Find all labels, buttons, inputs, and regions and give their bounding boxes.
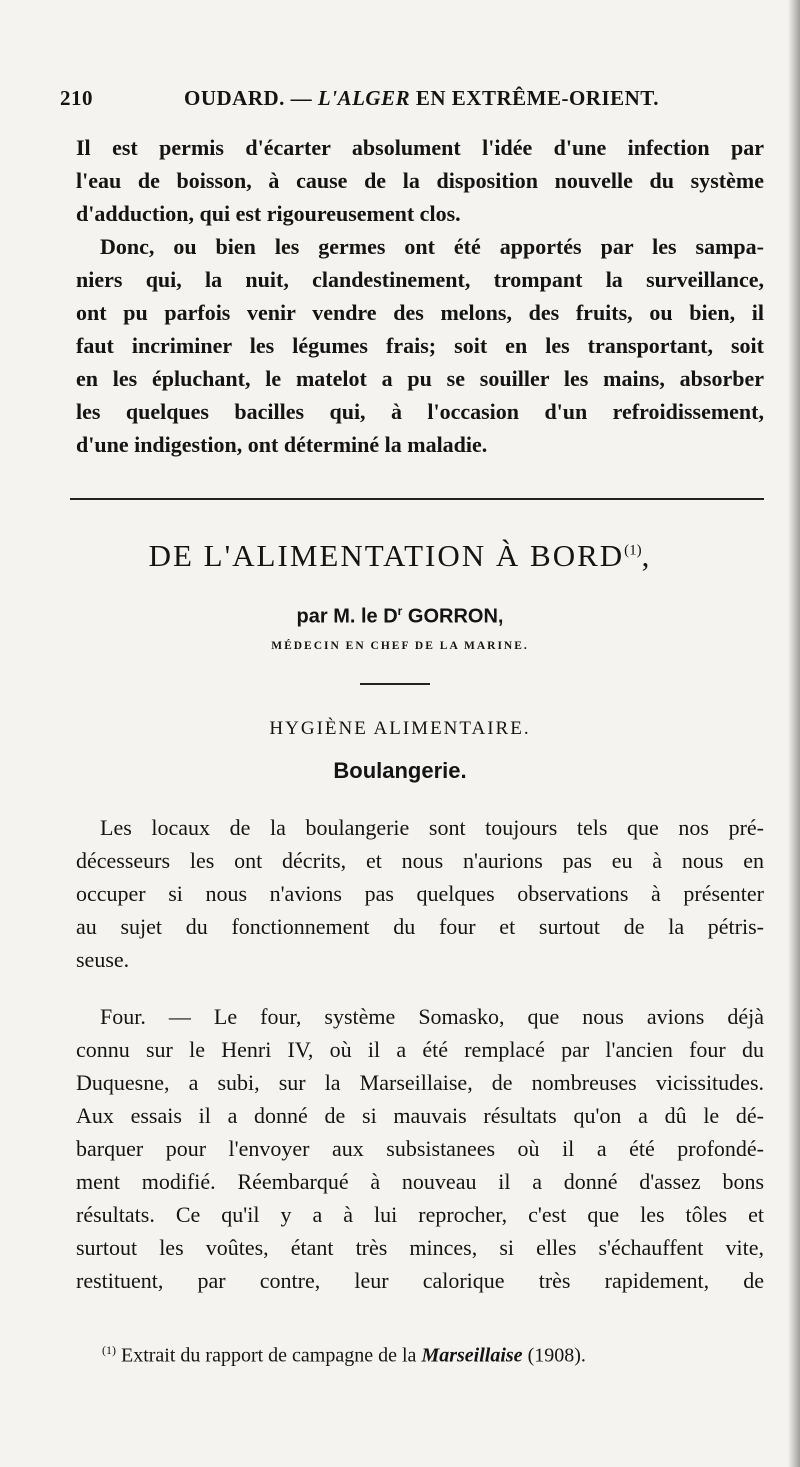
paragraph-infection [76,131,764,230]
text-line: ment modifié. Réembarqué à nouveau il a donné d'assez bons [76,1169,764,1194]
text-line: barquer pour l'envoyer aux subsistanees où il a été profondé- [76,1136,764,1161]
text-line: résultats. Ce qu'il y a à lui reprocher, c'est que les tôles et [76,1202,764,1227]
footnote-mark: (1) [102,1343,116,1357]
subheading-hygiene: HYGIÈNE ALIMENTAIRE. [269,718,531,739]
text-line: seuse. [76,947,130,972]
text-line: Four. — Le four, système Somasko, que nous avions déjà [100,1004,764,1029]
text-line: surtout les voûtes, étant très minces, si elles s'échauffent vite, [76,1235,764,1260]
text-line: Duquesne, a subi, sur la Marseillaise, de nombreuses vicissitudes. [76,1070,764,1095]
page-number: 210 [60,86,93,110]
subheading-bakery: Boulangerie. [333,758,467,783]
text-line: d'une indigestion, ont déterminé la maladie. [76,432,488,457]
footnote-ship-name: Marseillaise [421,1344,523,1367]
byline-sup: r [397,604,403,618]
text-line: Aux essais il a donné de si mauvais résultats qu'on a dû le dé- [76,1103,764,1128]
text-line: niers qui, la nuit, clandestinement, trompant la surveillance, [76,267,764,292]
footnote-reference[interactable]: (1) [624,542,642,559]
page-binding-shadow [788,0,800,1467]
text-line: l'eau de boisson, à cause de la disposition nouvelle du système [76,168,764,193]
running-title-rest: EN EXTRÊME-ORIENT. [410,86,659,110]
paragraph-germs [76,230,764,461]
text-line: occuper si nous n'avions pas quelques observations à présenter [76,881,764,906]
article-title [0,538,800,574]
text-line: décesseurs les ont décrits, et nous n'aurions pas eu à nous en [76,848,764,873]
running-title [184,86,659,111]
running-title-ship: L'ALGER [317,86,411,110]
byline [0,604,800,629]
text-line: faut incriminer les légumes frais; soit en les transportant, soit [76,333,764,358]
text-line: Donc, ou bien les germes ont été apportés par les sampa- [100,234,764,259]
footnote [102,1343,762,1368]
footnote-year: (1908). [522,1344,586,1367]
text-line: les quelques bacilles qui, à l'occasion d'un refroidissement, [76,399,764,424]
text-line: au sujet du fonctionnement du four et surtout de la pétris- [76,914,764,939]
article-title-text: DE L'ALIMENTATION À BORD [148,538,625,573]
running-title-author: OUDARD. — [184,86,318,110]
byline-prefix: par M. le D [296,605,398,628]
section-divider [70,498,764,500]
byline-author: GORRON, [402,605,504,628]
text-line: connu sur le Henri IV, où il a été remplacé par l'ancien four du [76,1037,764,1062]
footnote-text: Extrait du rapport de campagne de la [116,1344,422,1367]
text-line: d'adduction, qui est rigoureusement clos. [76,201,461,226]
text-line: Il est permis d'écarter absolument l'idée d'une infection par [76,135,764,160]
paragraph-oven [76,1000,764,1297]
affiliation: MÉDECIN EN CHEF DE LA MARINE. [271,640,529,652]
text-line: Les locaux de la boulangerie sont toujours tels que nos pré- [100,815,764,840]
text-line: ont pu parfois venir vendre des melons, des fruits, ou bien, il [76,300,764,325]
short-divider [360,683,430,685]
text-line: restituent, par contre, leur calorique très rapidement, de [76,1268,764,1293]
text-line: en les épluchant, le matelot a pu se souiller les mains, absorber [76,366,764,391]
paragraph-bakery [76,811,764,976]
article-title-punct: , [641,538,652,573]
